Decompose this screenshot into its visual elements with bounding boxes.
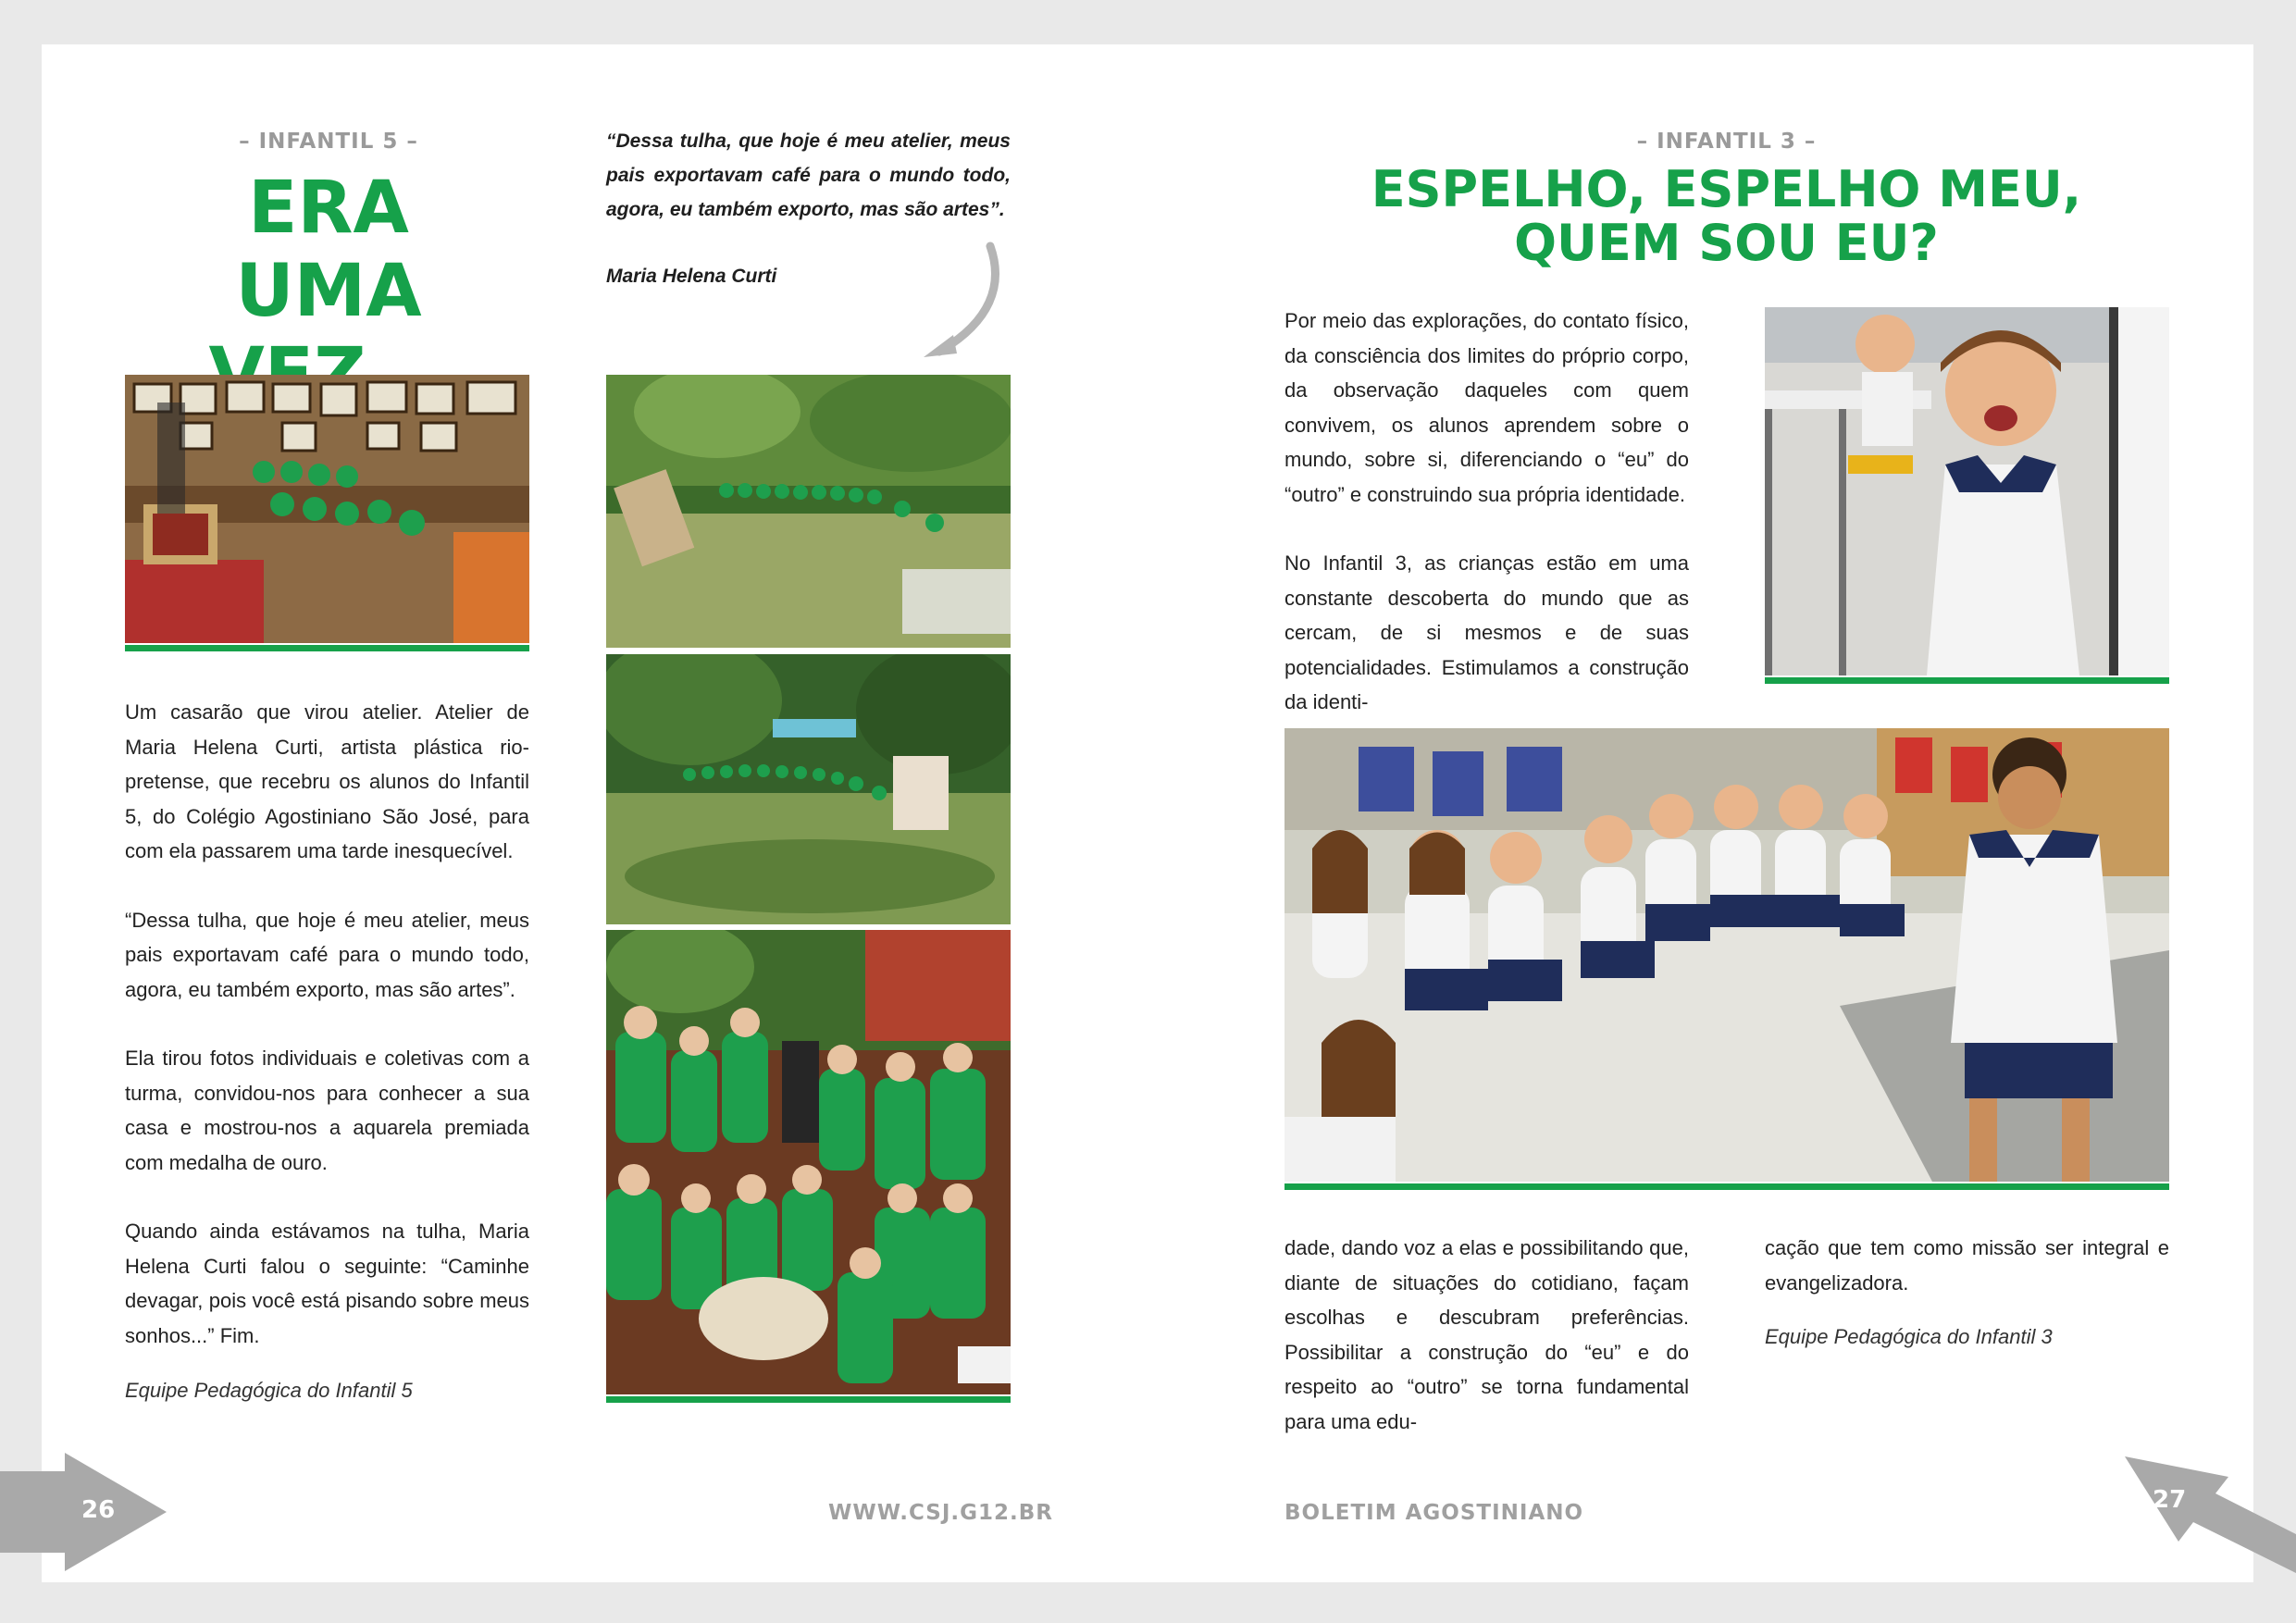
left-paragraph: “Dessa tulha, que hoje é meu atelier, meus pais exportavam café para o mundo todo, agora, eu também exporto, mas são artes”. xyxy=(125,908,529,1001)
page-number-left: 26 xyxy=(81,1496,116,1524)
photo-atelier-interior xyxy=(125,375,529,643)
right-headline-line1: ESPELHO, ESPELHO MEU, xyxy=(1371,160,2082,218)
pull-quote-author: Maria Helena Curti xyxy=(606,266,777,287)
photo-group-with-artist xyxy=(606,930,1011,1394)
curved-arrow-icon xyxy=(916,239,1018,359)
left-signature: Equipe Pedagógica do Infantil 5 xyxy=(125,1379,413,1402)
photo-underline xyxy=(606,1396,1011,1403)
right-signature: Equipe Pedagógica do Infantil 3 xyxy=(1765,1325,2053,1348)
right-paragraph: Por meio das explorações, do contato físico, da consciência dos limites do próprio corpo, da observação daqueles com quem convivem, os alunos aprendem sobre o mundo, sobre si, diferenciando o “eu” do “outro” e construindo sua própria identidade. xyxy=(1285,309,1689,506)
right-continuation-col1: dade, dando voz a elas e possibilitando que, diante de situações do cotidiano, façam escolhas e descubram preferências. Possibilitar a construção do “eu” e do respeito ao “outro” se torna fundamental para uma edu- xyxy=(1285,1236,1689,1433)
pull-quote: “Dessa tulha, que hoje é meu atelier, meus pais exportavam café para o mundo todo, agora, eu também exporto, mas são artes”. xyxy=(606,130,1011,220)
photo-underline xyxy=(1285,1183,2169,1190)
left-kicker: – INFANTIL 5 – xyxy=(239,130,418,154)
right-kicker: – INFANTIL 3 – xyxy=(1636,130,1817,154)
left-paragraph: Ela tirou fotos individuais e coletivas com a turma, convidou-nos para conhecer a sua casa e mostrou-nos a aquarela premiada com medalha de ouro. xyxy=(125,1047,529,1174)
page-arrow-right-icon xyxy=(2119,1453,2296,1573)
right-paragraph: No Infantil 3, as crianças estão em uma constante descoberta do mundo que as cercam, de si mesmos e de suas potencialidades. Estimulamos a construção da identi- xyxy=(1285,551,1689,713)
footer-url: WWW.CSJ.G12.BR xyxy=(828,1501,1054,1525)
left-headline-line1: ERA xyxy=(248,167,409,250)
left-paragraph: Um casarão que virou atelier. Atelier de Maria Helena Curti, artista plástica rio-pretense, que recebru os alunos do Infantil 5, do Colégio Agostiniano São José, para com ela passarem uma tarde inesquecível. xyxy=(125,700,529,862)
right-headline-line2: QUEM SOU EU? xyxy=(1514,214,1939,272)
right-continuation-col2: cação que tem como missão ser integral e evangelizadora. xyxy=(1765,1236,2169,1295)
photo-class-sitting xyxy=(1285,728,2169,1182)
left-headline-line2: UMA xyxy=(235,250,422,333)
photo-underline xyxy=(125,645,529,651)
photo-underline xyxy=(1765,677,2169,684)
right-headline xyxy=(1285,160,2168,272)
photo-child-mirror xyxy=(1765,307,2169,675)
footer-publication-title: BOLETIM AGOSTINIANO xyxy=(1285,1501,1584,1525)
left-article-body xyxy=(125,695,529,1353)
photo-garden-circle-1 xyxy=(606,375,1011,648)
right-intro-body xyxy=(1285,304,1689,720)
photo-garden-circle-2 xyxy=(606,654,1011,924)
page-number-right: 27 xyxy=(2153,1486,2187,1514)
left-paragraph: Quando ainda estávamos na tulha, Maria Helena Curti falou o seguinte: “Caminhe devagar, pois você está pisando sobre meus sonhos...” Fim. xyxy=(125,1220,529,1347)
